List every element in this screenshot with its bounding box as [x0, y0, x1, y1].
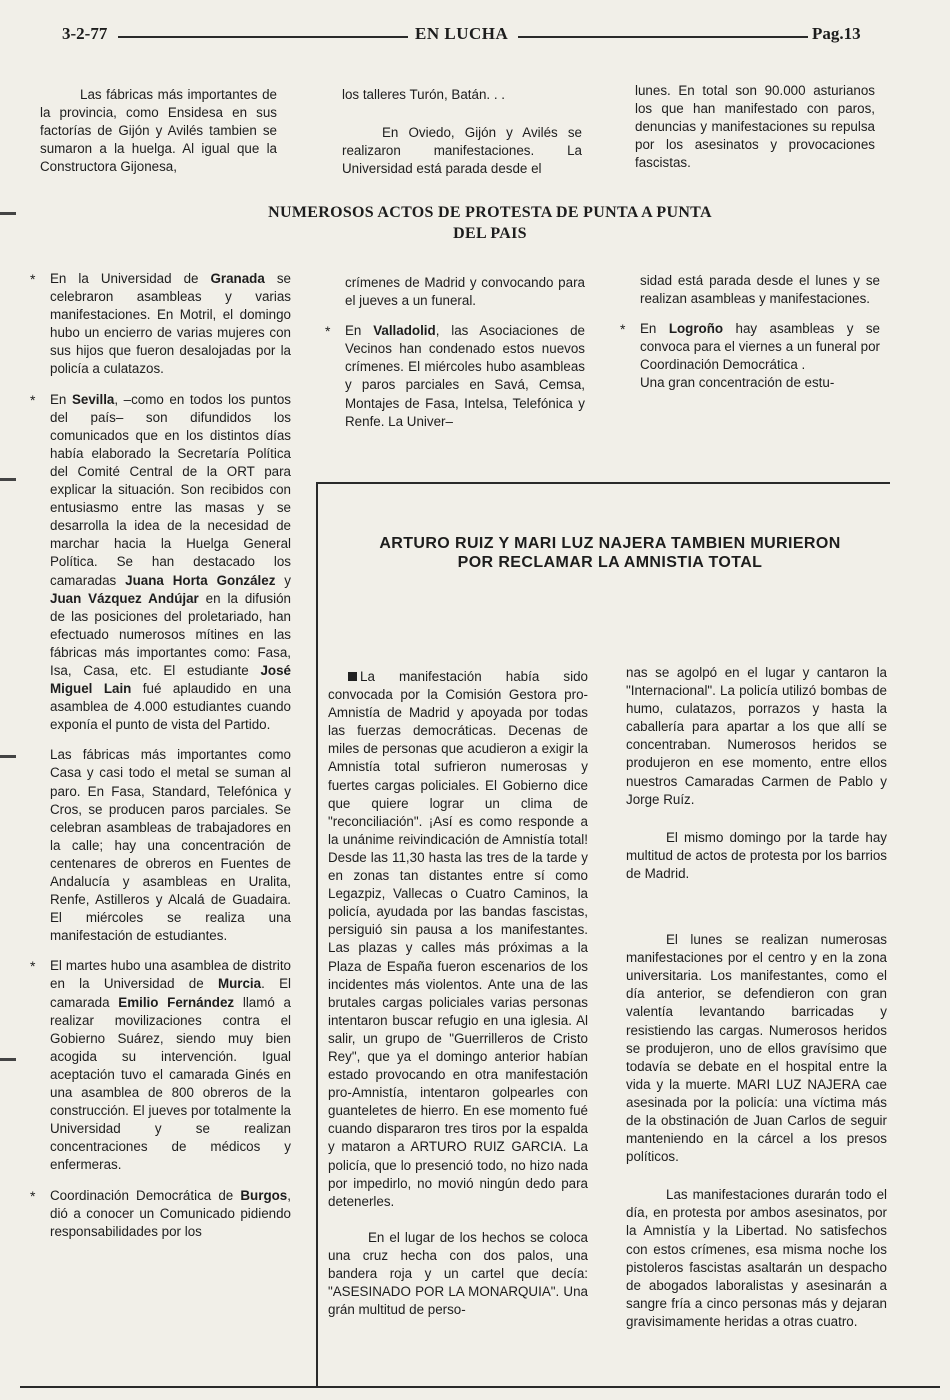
article-paragraph: El mismo domingo por la tarde hay multitud de actos de protesta por los barrios de Madrid. [626, 829, 887, 881]
news-item-murcia [30, 957, 291, 1174]
city-name: Burgos [240, 1187, 288, 1203]
left-column [30, 270, 291, 1253]
protest-heading-line2: DEL PAIS [453, 225, 527, 242]
margin-mark [0, 1058, 16, 1061]
box-top-rule [318, 482, 890, 484]
item-text: hay asambleas y se convoca para el viernes a un funeral por Coordinación Democrática . [640, 321, 880, 373]
top-column-1 [40, 86, 277, 188]
article-paragraph [328, 668, 588, 1211]
publication-title: EN LUCHA [415, 24, 509, 43]
top-paragraph: En Oviedo, Gijón y Avilés se realizaron manifestaciones. La Universidad está parada desde el [342, 125, 582, 177]
bullet-asterisk: * [620, 321, 626, 338]
news-paragraph-sidad: sidad está parada desde el lunes y se realizan asambleas y manifestaciones. [640, 273, 880, 307]
article-headline [340, 534, 880, 572]
item-text: , las Asociaciones de Vecinos han condenado estos nuevos crímenes. El miércoles hubo asambleas y paros parciales en Savá, Cemsa, Montajes de Fasa, Intelsa, Telefónica y Renfe. La Univer– [345, 323, 585, 429]
article-paragraph: En el lugar de los hechos se coloca una cruz hecha con dos palos, una bandera roja y un cartel que decía: "ASESINADO POR LA MONARQUIA". Una grán multitud de perso- [328, 1229, 588, 1318]
margin-mark [0, 755, 16, 758]
news-paragraph-metal: Las fábricas más importantes como Casa y casi todo el metal se suman al paro. En Fasa, Standard, Telefónica y Cros, se producen paros parciales. Se celebran asambleas de trabajadores en la calle; hay una concentración de centenares de obreros en Fuentes de Andalucía y asambleas en Uralita, Renfe, Astilleros y Alcalá de Guadaira. El miércoles se realiza una manifestación de estudiantes. [50, 747, 291, 944]
news-paragraph-funeral: crímenes de Madrid y convocando para el jueves a un funeral. [345, 275, 585, 309]
item-text: se celebraron asambleas y varias manifestaciones. En Motril, el domingo hubo un encierro de varias mujeres con sus hijos que fueron desalojadas por la policía a culatazos. [50, 271, 291, 377]
header-rule-left [118, 36, 408, 38]
city-name: Valladolid [373, 323, 436, 339]
item-text: En la Universidad de [50, 271, 211, 286]
issue-date: 3-2-77 [62, 24, 108, 43]
item-text: Coordinación Democrática de [50, 1187, 241, 1203]
item-text: fué aplaudido en una asamblea de 4.000 estudiantes cuando exponía el punto de vista del Partido. [50, 681, 291, 733]
news-item-burgos [30, 1187, 291, 1241]
item-text: En [345, 323, 374, 339]
top-column-2 [342, 86, 582, 190]
item-text: en la difusión de las posiciones del proletariado, han efectuado numerosos mítines en las fábricas más importantes como: Fasa, Isa, Casa, etc. El estudiante [50, 590, 291, 678]
person-name: Emilio Fernández [118, 994, 235, 1010]
bullet-asterisk: * [325, 323, 331, 340]
person-name: Juan Vázquez Andújar [50, 590, 199, 606]
protest-heading [140, 202, 840, 244]
article-paragraph: El lunes se realizan numerosas manifestaciones por el centro y en la zona universitaria. Los manifestantes, como el día anterior, se defendieron con gran valentía levantando barricadas y resistiendo las cargas. Numerosos heridos se produjeron, uno de ellos gravísimo que todavía se debate en el hospital entre la vida y la muerte. MARI LUZ NAJERA cae asesinada por la policía: una víctima más de la obstinación de Juan Carlos de seguir manteniendo en la cárcel a los presos políticos. [626, 932, 887, 1165]
top-paragraph: los talleres Turón, Batán. . . [342, 87, 506, 102]
page-number: Pag.13 [812, 24, 861, 43]
article-paragraph: nas se agolpó en el lugar y cantaron la "Internacional". La policía utilizó bombas de humo, culatazos, porrazos y hasta la caballería para apartar a los que allí se concentraban. Numerosos heridos se produjeron en ese momento, entre ellos nuestros Camaradas Carmen de Pablo y Jorge Ruíz. [626, 665, 887, 807]
margin-mark [0, 478, 16, 481]
header-rule-right [518, 36, 808, 38]
item-text: , dió a conocer un Comunicado pidiendo responsabilidades por los [50, 1187, 291, 1239]
margin-mark [0, 212, 16, 215]
top-paragraph: Las fábricas más importantes de la provincia, como Ensidesa en sus factorías de Gijón y Avilés tambien se sumaron a la huelga. Al igual que la Constructora Gijonesa, [40, 87, 277, 175]
protest-heading-line1: NUMEROSOS ACTOS DE PROTESTA DE PUNTA A PUNTA [268, 204, 712, 221]
news-item-sevilla [30, 391, 291, 735]
person-name: Juana Horta González [125, 572, 276, 588]
box-left-rule [316, 482, 318, 1387]
bullet-asterisk: * [30, 391, 36, 408]
item-text: En [640, 321, 669, 337]
city-name: Granada [210, 271, 265, 286]
news-item-logrono [620, 320, 880, 374]
news-item-valladolid [325, 322, 585, 431]
news-paragraph-concentracion: Una gran concentración de estu- [640, 375, 835, 391]
article-headline-line1: ARTURO RUIZ Y MARI LUZ NAJERA TAMBIEN MURIERON [379, 535, 841, 552]
lead-square-icon [348, 672, 357, 681]
top-paragraph: lunes. En total son 90.000 asturianos los que han manifestado con paros, denuncias y manifestaciones su repulsa por los asesinatos y provocaciones fascistas. [635, 83, 875, 171]
bullet-asterisk: * [30, 958, 36, 975]
article-column-right [626, 664, 887, 1343]
city-name: Logroño [668, 321, 724, 337]
city-name: Sevilla [71, 391, 115, 407]
news-item-granada [30, 270, 291, 379]
bottom-rule [20, 1386, 940, 1388]
article-column-left [328, 668, 588, 1331]
middle-column [325, 274, 585, 443]
item-text: llamó a realizar movilizaciones contra el Gobierno Suárez, siendo muy bien acogida su intervención. Igual aceptación tuvo el camarada Ginés en una asamblea de 800 obreros de la construcción. El jueves por totalmente la Universidad y se realizan concentraciones de médicos y enfermeras. [50, 994, 291, 1173]
city-name: Murcia [217, 976, 262, 992]
item-text: La manifestación había sido convocada por la Comisión Gestora pro-Amnistía de Madrid y apoyada por todas las fuerzas democráticas. Decenas de miles de personas que acudieron a exigir la Amnistía total sufrieron numerosas y fuertes cargas policiales. El Gobierno dice que quiere lograr un clima de "reconciliación". ¡Así es como responde a la unánime reivindicación de Amnistía total! Desde las 11,30 hasta las tres de la tarde y en zonas tan distantes entre sí como Legazpiz, Vallecas o Cuatro Caminos, la policía, ayudada por las bandas fascistas, persiguió sin pausa a los manifestantes. Las plazas y calles más próximas a la Plaza de España fueron escenarios de los incidentes más violentos. Ante una de las brutales cargas policiales varias personas intentaron buscar refugio en una iglesia. Al salir, un grupo de "Guerrilleros de Cristo Rey", que ya el domingo anterior habían estado provocando en otra manifestación pro-Amnistía, intentaron golpearles con guanteletes de hierro. En ese momento fué cuando dispararon tres tiros por la espalda y mataron a ARTURO RUIZ GARCIA. La policía, que lo presenció todo, no hizo nada por impedirlo, no movió ningún dedo para detenerles. [328, 669, 588, 1209]
item-text: , –como en todos los puntos del país– son difundidos los comunicados que en los distintos días había elaborado la Secretaría Política del Comité Central de la ORT para explicar la situación. Son recibidos con entusiasmo entre las masas y se desarrolla la idea de la necesidad de marchar hacia la Huelga General Política. Se han destacado los camaradas [50, 391, 291, 588]
top-column-3 [635, 82, 875, 184]
item-text: El martes hubo una asamblea de distrito en la Universidad de [50, 958, 291, 992]
item-text: y [275, 572, 291, 588]
person-name: José Miguel Lain [50, 662, 291, 697]
bullet-asterisk: * [30, 1187, 36, 1204]
article-headline-line2: POR RECLAMAR LA AMNISTIA TOTAL [457, 554, 763, 571]
article-paragraph: Las manifestaciones durarán todo el día, en protesta por ambos asesinatos, por la Amnistía y la Libertad. No satisfechos con estos crímenes, esa misma noche los pistoleros fascistas asaltarán un despacho de abogados laboralistas y asesinarán a sangre fría a cinco personas más y dejaran gravisimamente heridas a otras cuatro. [626, 1187, 887, 1329]
item-text: . El camarada [50, 976, 291, 1010]
item-text: En [50, 391, 72, 407]
right-column [620, 272, 880, 405]
bullet-asterisk: * [30, 271, 36, 287]
